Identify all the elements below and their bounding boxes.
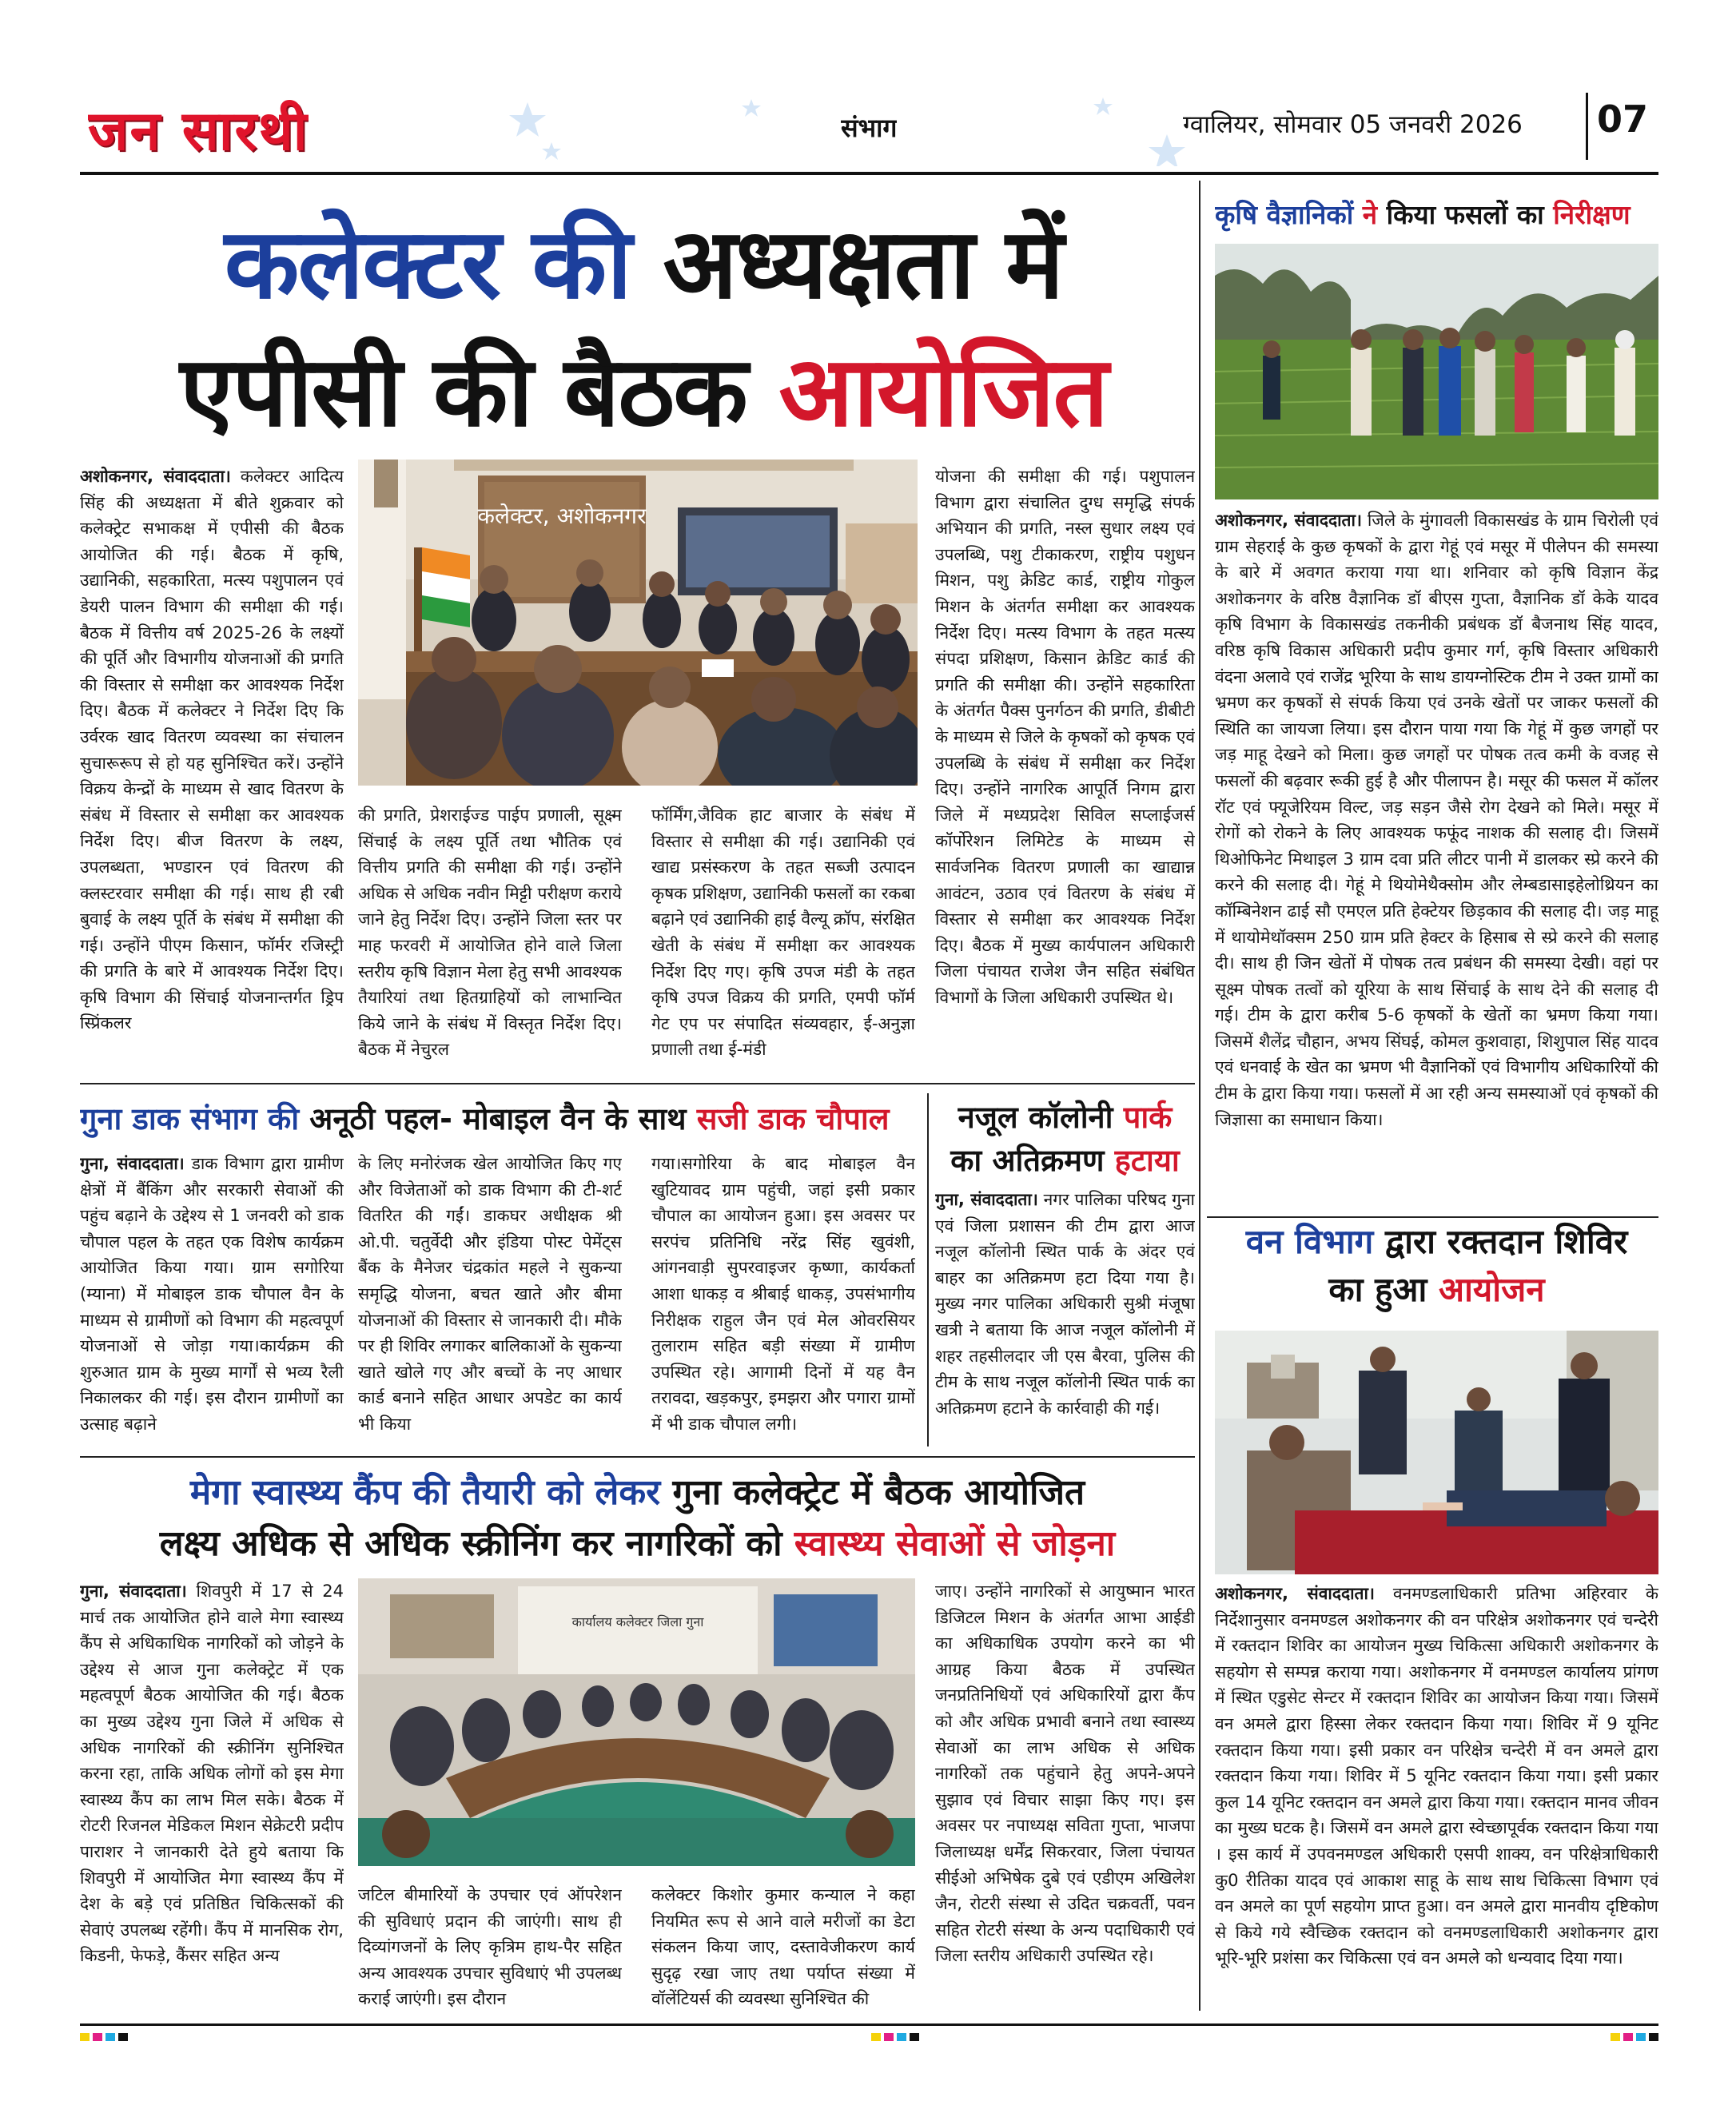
mega-col3 xyxy=(651,1882,915,2014)
krishi-headline-part: किया फसलों का xyxy=(1386,199,1544,230)
mega-headline-line2 xyxy=(80,1520,1195,1568)
section-name: संभाग xyxy=(841,113,898,143)
story-text: डाक विभाग द्वारा ग्रामीण क्षेत्रों में बैंकिंग और सरकारी सेवाओं की पहुंच बढ़ाने के उद्देश्य से 1 जनवरी को डाक चौपाल पहल के तहत एक विशेष कार्यक्रम आयोजित किया गया। ग्राम सगोरिया (म्याना) में मोबाइल डाक चौपाल वैन के माध्यम से ग्रामीणों को विभाग की महत्वपूर्ण योजनाओं से जोड़ा गया।कार्यक्रम की शुरुआत ग्राम के मुख्य मार्गों से भव्य रैली निकालकर की गई। इस दौरान ग्रामीणों का उत्साह बढ़ाने xyxy=(80,1154,344,1434)
nazul-headline xyxy=(935,1096,1195,1138)
krishi-headline xyxy=(1215,197,1658,233)
mega-col1 xyxy=(80,1578,344,2014)
main-headline-part: कलेक्टर की xyxy=(224,207,631,320)
blood-donation-photo xyxy=(1215,1331,1658,1574)
dak-headline-part: सजी डाक चौपाल xyxy=(696,1101,890,1136)
story-text: फॉर्मिंग,जैविक हाट बाजार के संबंध में विस्तार से समीक्षा की गई। उद्यानिकी एवं खाद्य प्रसंस्करण के तहत सब्जी उत्पादन कृषक प्रशिक्षण, उद्यानिकी फसलों का रकबा बढ़ाने एवं उद्यानिकी हाई वैल्यू क्रॉप, संरक्षित खेती के संबंध में समीक्षा कर आवश्यक निर्देश दिए गए। कृषि उपज मंडी के तहत कृषि उपज विक्रय की प्रगति, एमपी फॉर्म गेट एप पर संपादित संव्यवहार, ई-अनुज्ञा प्रणाली तथा ई-मंडी xyxy=(651,806,915,1060)
story-text: योजना की समीक्षा की गई। पशुपालन विभाग द्वारा संचालित दुग्ध समृद्धि संपर्क अभियान की प्रगति, नस्ल सुधार लक्ष्य एवं उपलब्धि, पशु टीकाकरण, राष्ट्रीय पशुधन मिशन, पशु क्रेडिट कार्ड, राष्ट्रीय गोकुल मिशन के अंतर्गत समीक्षा कर आवश्यक निर्देश दिए। मत्स्य विभाग के तहत मत्स्य संपदा प्रशिक्षण, किसान क्रेडिट कार्ड की प्रगति की समीक्षा की। उन्होंने सहकारिता के अंतर्गत पैक्स पुनर्गठन की प्रगति, डीबीटी के माध्यम से जिले के कृषकों को कृषक एवं उपलब्धि के संबंध में समीक्षा कर निर्देश दिए। उन्होंने नागरिक आपूर्ति निगम द्वारा जिले में मध्यप्रदेश सिविल सप्लाईजर्स कॉर्पोरेशन लिमिटेड के माध्यम से सार्वजनिक वितरण प्रणाली का खाद्यान्न आवंटन, उठाव एवं वितरण के संबंध में विस्तार से समीक्षा कर आवश्यक निर्देश दिए। बैठक में मुख्य कार्यपालन अधिकारी जिला पंचायत राजेश जैन सहित संबंधित विभागों के जिला अधिकारी उपस्थित थे। xyxy=(935,467,1195,1007)
story-text: जाए। उन्होंने नागरिकों से आयुष्मान भारत डिजिटल मिशन के अंतर्गत आभा आईडी का अधिकाधिक उपयोग करने का भी आग्रह किया बैठक में उपस्थित जनप्रतिनिधियों एवं अधिकारियों द्वारा कैंप को और अधिक प्रभावी बनाने तथा स्वास्थ्य सेवाओं का लाभ अधिक से अधिक नागरिकों तक पहुंचाने हेतु अपने-अपने सुझाव एवं विचार साझा किए गए। इस अवसर पर नपाध्यक्ष सविता गुप्ता, भाजपा जिलाध्यक्ष धर्मेंद्र सिकरवार, जिला पंचायत सीईओ अभिषेक दुबे एवं एडीएम अखिलेश जैन, रोटरी संस्था से उदित चक्रवर्ती, पवन सहित रोटरी संस्था के अन्य पदाधिकारी एवं जिला स्तरीय अधिकारी उपस्थित रहे। xyxy=(935,1582,1195,1966)
mega-col4 xyxy=(935,1578,1195,2014)
story-text: शिवपुरी में 17 से 24 मार्च तक आयोजित होने वाले मेगा स्वास्थ्य कैंप से अधिकाधिक नागरिकों को जोड़ने के उद्देश्य से आज गुना कलेक्ट्रेट में एक महत्वपूर्ण बैठक आयोजित की गई। बैठक का मुख्य उद्देश्य गुना जिले में अधिक से अधिक नागरिकों की स्क्रीनिंग सुनिश्चित करना रहा, ताकि अधिक लोगों को इस मेगा स्वास्थ्य कैंप का लाभ मिल सके। बैठक में रोटरी रिजनल मेडिकल मिशन सेक्रेटरी प्रदीप पाराशर ने जानकारी देते हुये बताया कि शिवपुरी में आयोजित मेगा स्वास्थ्य कैंप में देश के बड़े एवं प्रतिष्ठित चिकित्सकों की सेवाएं उपलब्ध रहेंगी। कैंप में मानसिक रोग, किडनी, फेफड़े, कैंसर सहित अन्य xyxy=(80,1582,344,1966)
masthead-rule xyxy=(80,172,1658,175)
story-text: गया।सगोरिया के बाद मोबाइल वैन खुटियावद ग्राम पहुंची, जहां इसी प्रकार चौपाल का आयोजन हुआ। इस अवसर पर सरपंच प्रतिनिधि नरेंद्र सिंह खुवंशी, आंगनवाड़ी सुपरवाइजर कृष्णा, कार्यकर्ता आशा धाकड़ व श्रीबाई धाकड़, उपसंभागीय निरीक्षक राहुल जैन एवं मेल ओवरसियर तुलाराम सहित बड़ी संख्या में ग्रामीण उपस्थित रहे। आगामी दिनों में यह वैन तरावदा, खड़कपुर, इमझरा और पगारा ग्रामों में भी डाक चौपाल लगी। xyxy=(651,1154,915,1434)
page-number: 07 xyxy=(1597,97,1649,141)
mega-headline-part: गुना कलेक्ट्रेट में बैठक आयोजित xyxy=(672,1472,1085,1513)
story-text: कलेक्टर आदित्य सिंह की अध्यक्षता में बीते शुक्रवार को कलेक्ट्रेट सभाकक्ष में एपीसी की बैठक आयोजित की गई। बैठक में कृषि, उद्यानिकी, सहकारिता, मत्स्य पशुपालन एवं डेयरी पालन विभाग की समीक्षा की गई। बैठक में वित्तीय वर्ष 2025-26 के लक्ष्यों की पूर्ति और विभागीय योजनाओं की प्रगति की विस्तार से समीक्षा कर आवश्यक निर्देश दिए। बैठक में कलेक्टर ने निर्देश दिए कि उर्वरक खाद वितरण व्यवस्था का संचालन सुचारूरूप से हो यह सुनिश्चित करें। उन्होंने विक्रय केन्द्रों के माध्यम से खाद वितरण के संबंध में विस्तार से समीक्षा कर आवश्यक निर्देश दिए। बीज वितरण के लक्ष्य, उपलब्धता, भण्डारन एवं वितरण की क्लस्टरवार समीक्षा की गई। साथ ही रबी बुवाई के लक्ष्य पूर्ति के संबंध में समीक्षा की गई। उन्होंने पीएम किसान, फॉर्मर रजिस्ट्री की प्रगति के बारे में आवश्यक निर्देश दिए। कृषि विभाग की सिंचाई योजनान्तर्गत ड्रिप स्प्रिंकलर xyxy=(80,467,344,1033)
story-dateline: गुना, संवाददाता। xyxy=(80,1154,185,1173)
story-text: नगर पालिका परिषद गुना एवं जिला प्रशासन की टीम द्वारा आज नजूल कॉलोनी स्थित पार्क के अंदर एवं बाहर का अतिक्रमण हटा दिया गया है। मुख्य नगर पालिका अधिकारी सुश्री मंजूषा खत्री ने बताया कि आज नजूल कॉलोनी में शहर तहसीलदार जी एस बैरवा, पुलिस की टीम के साथ नजूल कॉलोनी स्थित पार्क का अतिक्रमण हटाने के कार्रवाही की गई। xyxy=(935,1190,1195,1418)
krishi-headline-part: कृषि वैज्ञानिकों xyxy=(1215,199,1354,230)
nazul-headline-line2 xyxy=(935,1140,1195,1181)
masthead xyxy=(80,86,1662,166)
main-headline-part: आयोजित xyxy=(778,335,1108,448)
nazul-headline-part: हटाया xyxy=(1114,1143,1180,1178)
mega-headline-part: लक्ष्य अधिक से अधिक स्क्रीनिंग कर नागरिकों को xyxy=(159,1523,782,1564)
main-headline xyxy=(88,204,1199,460)
collectorate-sign-text: कार्यालय कलेक्टर जिला गुना xyxy=(571,1614,704,1630)
krishi-headline-part: ने xyxy=(1362,199,1378,230)
story-dateline: अशोकनगर, संवाददाता। xyxy=(1215,1584,1375,1603)
van-headline-part: वन विभाग xyxy=(1245,1222,1374,1261)
mega-headline xyxy=(80,1469,1195,1517)
story-dateline: अशोकनगर, संवाददाता। xyxy=(1215,511,1362,530)
story-text: के लिए मनोरंजक खेल आयोजित किए गए और विजेताओं को डाक विभाग की टी-शर्ट वितरित की गईं। डाकघर अधीक्षक श्री ओ.पी. चतुर्वेदी और इंडिया पोस्ट पेमेंट्स बैंक के मैनेजर चंद्रकांत महले ने सुकन्या समृद्धि योजना, बचत खाते और बीमा योजनाओं की विस्तार से जानकारी दी। मौके पर ही शिविर लगाकर बालिकाओं के सुकन्या खाते खोले गए और बच्चों के नए आधार कार्ड बनाने सहित आधार अपडेट का कार्य भी किया xyxy=(358,1154,622,1434)
meeting-photo xyxy=(358,460,918,786)
section-rule xyxy=(1207,1216,1658,1218)
van-headline xyxy=(1215,1219,1658,1265)
issue-dateline: ग्वालियर, सोमवार 05 जनवरी 2026 xyxy=(1183,110,1523,139)
krishi-headline-part: निरीक्षण xyxy=(1553,199,1630,230)
story-dateline: गुना, संवाददाता। xyxy=(935,1190,1038,1209)
dak-headline-part: गुना डाक संभाग की xyxy=(80,1101,300,1136)
story-dateline: अशोकनगर, संवाददाता। xyxy=(80,467,231,486)
story-text: कलेक्टर किशोर कुमार कन्याल ने कहा नियमित रूप से आने वाले मरीजों का डेटा संकलन किया जाए, दस्तावेजीकरण कार्य सुदृढ़ रखा जाए तथा पर्याप्त संख्या में वॉलेंटियर्स की व्यवस्था सुनिश्चित की xyxy=(651,1885,915,2009)
mega-headline-part: स्वास्थ्य सेवाओं से जोड़ना xyxy=(794,1523,1116,1564)
story-text: की प्रगति, प्रेशराईज्ड पाईप प्रणाली, सूक्ष्म सिंचाई के लक्ष्य पूर्ति तथा भौतिक एवं वित्तीय प्रगति की समीक्षा की गई। उन्होंने अधिक से अधिक नवीन मिट्टी परीक्षण कराये जाने हेतु निर्देश दिए। उन्होंने जिला स्तर पर माह फरवरी में आयोजित होने वाले जिला स्तरीय कृषि विज्ञान मेला हेतु सभी आवश्यक तैयारियां तथा हितग्राहियों को लाभान्वित किये जाने के संबंध में विस्तृत निर्देश दिए। बैठक में नेचुरल xyxy=(358,806,622,1060)
dak-col1 xyxy=(80,1151,344,1446)
mega-headline-part: मेगा स्वास्थ्य कैंप की तैयारी को लेकर xyxy=(189,1472,661,1513)
main-headline-part: एपीसी की बैठक xyxy=(179,335,747,448)
collectorate-meeting-photo xyxy=(358,1578,915,1866)
dak-col2 xyxy=(358,1151,622,1446)
logo: जन सारथी xyxy=(88,99,309,163)
story-dateline: गुना, संवाददाता। xyxy=(80,1582,187,1601)
krishi-story xyxy=(1215,507,1658,1215)
dak-headline xyxy=(80,1099,919,1139)
field-inspection-photo xyxy=(1215,244,1658,499)
masthead-side-rule xyxy=(1199,181,1200,2011)
nazul-story xyxy=(935,1187,1195,1446)
van-headline-part: का हुआ xyxy=(1328,1270,1427,1309)
story-text: जटिल बीमारियों के उपचार एवं ऑपरेशन की सुविधाएं प्रदान की जाएंगी। साथ ही दिव्यांगजनों के लिए कृत्रिम हाथ-पैर सहित अन्य आवश्यक उपचार सुविधाएं भी उपलब्ध कराई जाएंगी। इस दौरान xyxy=(358,1885,622,2009)
van-headline-line2 xyxy=(1215,1267,1658,1313)
footer-rule xyxy=(80,2023,1658,2026)
story-text: वनमण्डलाधिकारी प्रतिभा अहिरवार के निर्देशानुसार वनमण्डल अशोकनगर की वन परिक्षेत्र अशोकनगर एवं चन्देरी में रक्तदान शिविर का आयोजन मुख्य चिकित्सा अधिकारी अशोकनगर के सहयोग से सम्पन्न कराया गया। अशोकनगर में वनमण्डल कार्यालय प्रांगण में स्थित एडुसेट सेन्टर में रक्तदान शिविर का आयोजन किया गया। जिसमें वन अमले द्वारा हिस्सा लेकर रक्तदान किया गया। शिविर में 9 यूनिट रक्तदान किया गया। इसी प्रकार वन परिक्षेत्र चन्देरी में वन अमले द्वारा रक्तदान किया गया। शिविर में 5 यूनिट रक्तदान किया गया। इसी प्रकार कुल 14 यूनिट रक्तदान वन अमले द्वारा किया गया। रक्तदान मानव जीवन का मुख्य घटक है। जिसमें वन अमले द्वारा स्वेच्छापूर्वक रक्तदान किया गया । इस कार्य में उपवनमण्डल अधिकारी एसपी शाक्य, वन परिक्षेत्राधिकारी कु0 रीतिका यादव एवं आकाश साहू के साथ साथ चिकित्सा विभाग एवं वन अमले का पूर्ण सहयोग प्राप्त हुआ। वन अमले द्वारा मानवीय दृष्टिकोण से किये गये स्वैच्छिक रक्तदान को वनमण्डलाधिकारी अशोकनगर द्वारा भूरि-भूरि प्रशंसा कर चिकित्सा एवं वन अमले को धन्यवाद दिया गया। xyxy=(1215,1584,1658,1968)
main-headline-part: अध्यक्षता में xyxy=(663,207,1063,320)
story-text: जिले के मुंगावली विकासखंड के ग्राम चिरोली एवं ग्राम सेहराई के कुछ कृषकों के द्वारा गेहूं एवं मसूर में पीलेपन की समस्या के बारे में अवगत कराया गया था। शनिवार को कृषि विज्ञान केंद्र अशोकनगर के वरिष्ठ वैज्ञानिक डॉ बीएस गुप्ता, वैज्ञानिक डॉ केके यादव कृषि विभाग के विकासखंड तकनीकी प्रबंधक डॉ बैजनाथ सिंह यादव, वरिष्ठ कृषि विकास अधिकारी प्रदीप कुमार गर्ग, कृषि विस्तार अधिकारी वंदना अलावे एवं राजेंद्र भूरिया के साथ डायग्नोस्टिक टीम ने उक्त ग्रामों का भ्रमण कर कृषकों से संपर्क किया एवं उनके खेतों पर जाकर फसलों की स्थिति का जायजा लिया। इस दौरान पाया गया कि गेहूं में कुछ जगहों पर जड़ माहू देखने को मिला। कुछ जगहों पर पोषक तत्व कमी के वजह से फसलों की बढ़वार रूकी हुई है और पीलापन है। मसूर की फसल में कॉलर रॉट एवं फ्यूजेरियम विल्ट, जड़ सड़न जैसे रोग देखने को मिले। मसूर में रोगों को रोकने के लिए आवश्यक फफूंद नाशक की सलाह दी। जिसमें थिओफिनेट मिथाइल 3 ग्राम दवा प्रति लीटर पानी में डालकर स्प्रे करने की करने की सलाह दी। गेहूं मे थियोमेथैक्सोम और लेम्बडासाइहेलोथ्रियन का कॉम्बिनेशन ढाई सौ एमएल प्रति हेक्टेयर छिड़काव की सलाह दी। जड़ माहू में थायोमेथॉक्सम 250 ग्राम प्रति हेक्टर के हिसाब से स्प्रे करने की सलाह दी। साथ ही जिन खेतों में पोषक तत्व प्रबंधन की समस्या देखी। वहां पर सूक्ष्म पोषक तत्वों को यूरिया के साथ सिंचाई के साथ देने की सलाह दी गई। टीम के द्वारा करीब 5-6 कृषकों के खेतों का भ्रमण किया गया। जिसमें शैलेंद्र चौहान, अभय सिंघई, कोमल कुशवाहा, शिशुपाल सिंह यादव एवं धनवाई के खेत का भ्रमण भी वैज्ञानिकों एवं विभागीय अधिकारियों की टीम के द्वारा किया गया। फसलों में आ रही अन्य समस्याओं एवं कृषकों की जिज्ञासा का समाधान किया। xyxy=(1215,511,1658,1129)
dak-col3 xyxy=(651,1151,915,1446)
column-rule xyxy=(927,1093,929,1446)
van-headline-part: द्वारा रक्तदान शिविर xyxy=(1384,1222,1628,1261)
page-number-divider xyxy=(1586,93,1588,160)
van-headline-part: आयोजन xyxy=(1438,1270,1545,1309)
nazul-headline-part: पार्क xyxy=(1123,1100,1173,1135)
van-story xyxy=(1215,1581,1658,2012)
section-rule xyxy=(80,1083,1195,1084)
dak-headline-part: अनूठी पहल- मोबाइल वैन के साथ xyxy=(309,1101,687,1136)
section-rule xyxy=(80,1456,1195,1458)
mega-col2 xyxy=(358,1882,622,2014)
meeting-sign-text: कलेक्टर, अशोकनगर xyxy=(477,503,647,529)
nazul-headline-part: का अतिक्रमण xyxy=(950,1143,1105,1178)
print-registration-marks xyxy=(80,2030,1658,2046)
nazul-headline-part: नजूल कॉलोनी xyxy=(958,1100,1113,1135)
